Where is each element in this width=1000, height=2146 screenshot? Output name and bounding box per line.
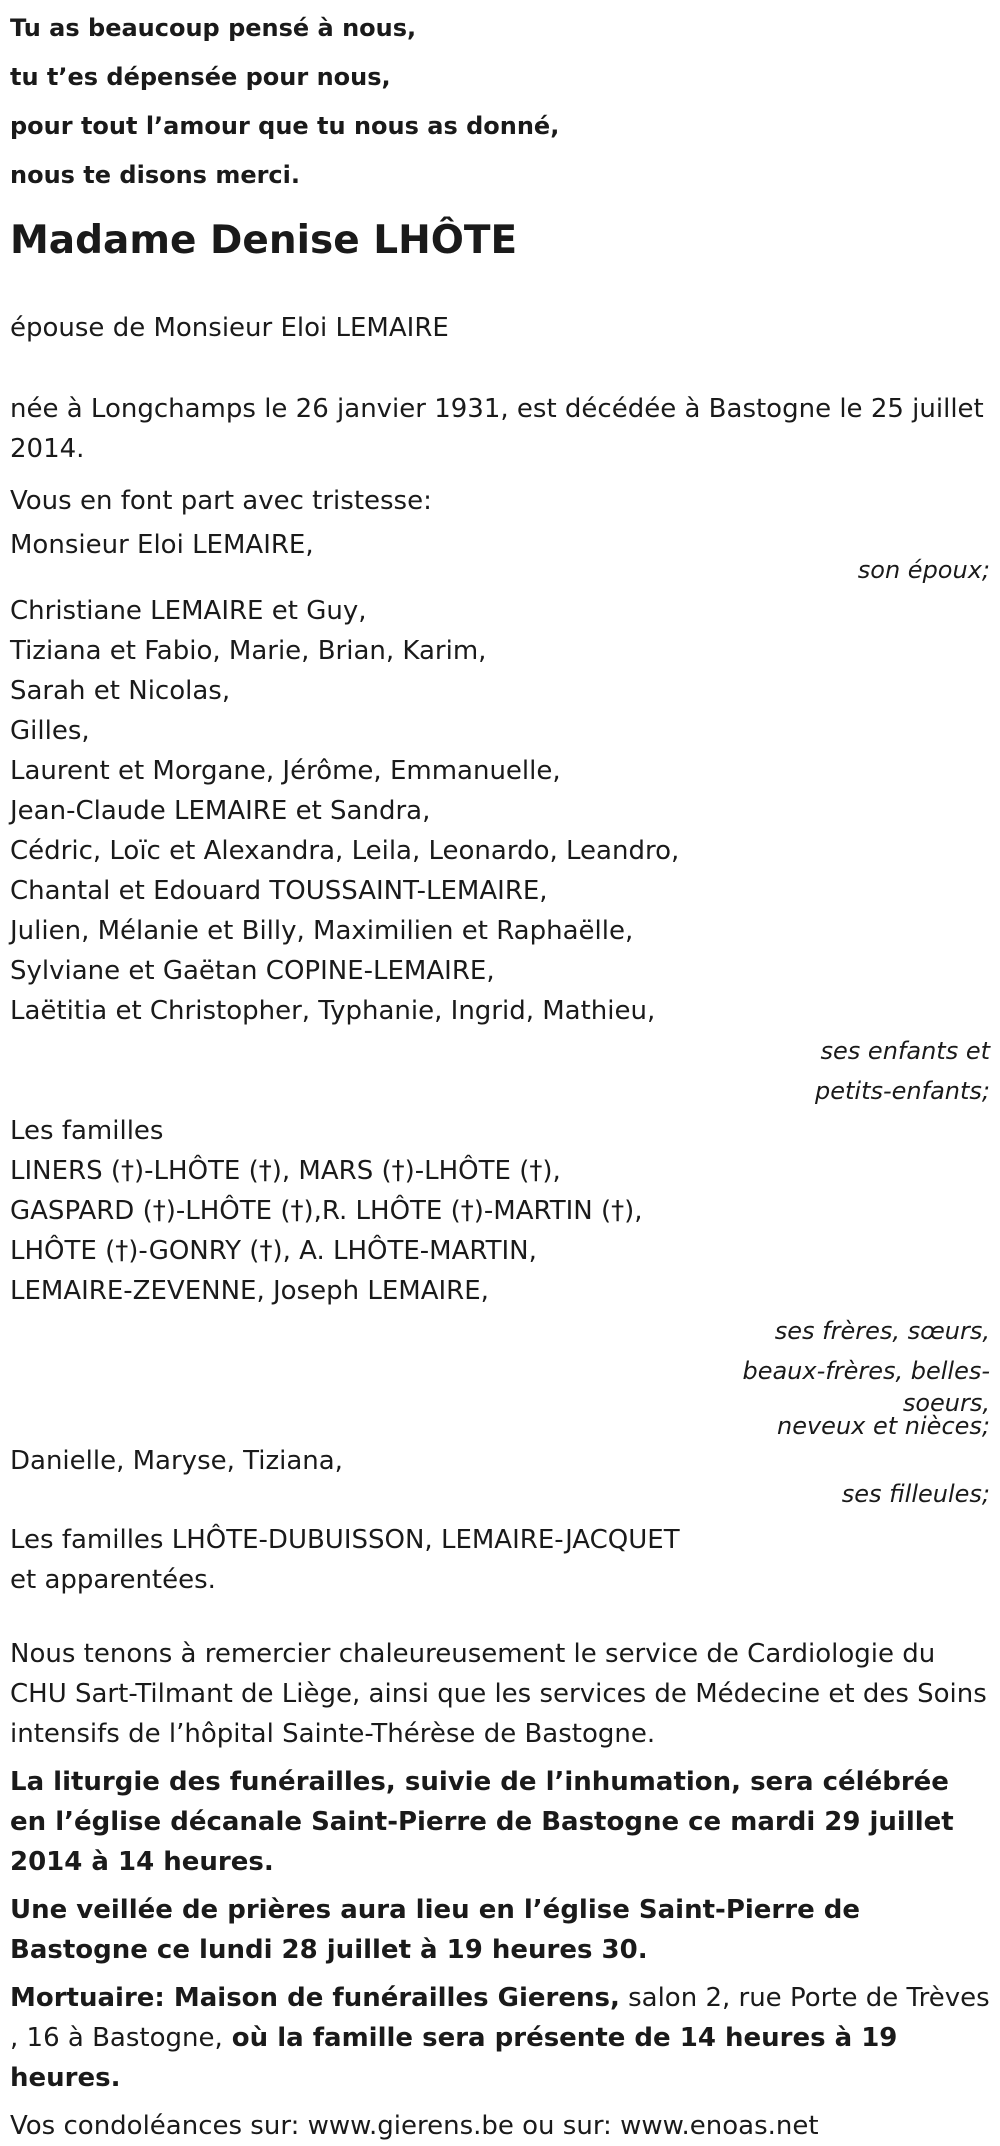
- family-line: Chantal et Edouard TOUSSAINT-LEMAIRE,: [10, 876, 548, 906]
- relation-line: ses filleules;: [841, 1480, 990, 1508]
- family-line: Julien, Mélanie et Billy, Maximilien et Raphaëlle,: [10, 916, 634, 946]
- birth-death-line: née à Longchamps le 26 janvier 1931, est décédée à Bastogne le 25 juillet 2014.: [10, 394, 984, 464]
- family-line: Jean-Claude LEMAIRE et Sandra,: [10, 796, 431, 826]
- mortuary-address: salon 2, rue Porte de Trèves , 16 à Bastogne,: [10, 1983, 990, 2053]
- relation-label: [10, 1477, 990, 1512]
- family-line: Monsieur Eloi LEMAIRE,: [10, 530, 314, 560]
- family-line: Sarah et Nicolas,: [10, 676, 231, 706]
- family-line: Cédric, Loïc et Alexandra, Leila, Leonardo, Leandro,: [10, 836, 680, 866]
- family-line: Les familles: [10, 1116, 164, 1146]
- mortuary-label: Mortuaire: Maison de funérailles Gierens,: [10, 1983, 620, 2013]
- vigil-paragraph: Une veillée de prières aura lieu en l’église Saint-Pierre de Bastogne ce lundi 28 juillet à 19 heures 30.: [10, 1895, 861, 1965]
- deceased-name: Madame Denise LHÔTE: [10, 218, 518, 263]
- family-line: Laëtitia et Christopher, Typhanie, Ingrid, Mathieu,: [10, 996, 656, 1026]
- family-line: Christiane LEMAIRE et Guy,: [10, 596, 367, 626]
- family-line: Tiziana et Fabio, Marie, Brian, Karim,: [10, 636, 487, 666]
- relation-line: ses enfants et: [820, 1037, 990, 1065]
- relation-line: neveux et nièces;: [777, 1412, 990, 1440]
- poem: [10, 4, 990, 200]
- family-line: Laurent et Morgane, Jérôme, Emmanuelle,: [10, 756, 561, 786]
- relation-line: petits-enfants;: [815, 1077, 990, 1105]
- family-line: Sylviane et Gaëtan COPINE-LEMAIRE,: [10, 956, 495, 986]
- poem-line: pour tout l’amour que tu nous as donné,: [10, 112, 560, 140]
- funeral-paragraph: La liturgie des funérailles, suivie de l’inhumation, sera célébrée en l’église décanale Saint-Pierre de Bastogne ce mardi 29 juillet 2014 à 14 heures.: [10, 1767, 954, 1877]
- family-line: Danielle, Maryse, Tiziana,: [10, 1446, 343, 1476]
- family-line: Gilles,: [10, 716, 90, 746]
- poem-line: nous te disons merci.: [10, 161, 301, 189]
- family-line: et apparentées.: [10, 1565, 216, 1595]
- relation-line: soeurs,: [902, 1389, 990, 1417]
- relation-label: [10, 1311, 990, 1440]
- family-group-siblings: [10, 1111, 990, 1440]
- relation-label: [10, 1031, 990, 1111]
- relation-line: ses frères, sœurs,: [774, 1317, 990, 1345]
- thanks-paragraph: Nous tenons à remercier chaleureusement le service de Cardiologie du CHU Sart-Tilmant de Liège, ainsi que les services de Médecine et des Soins intensifs de l’hôpital Sainte-Thérèse de Bastogne.: [10, 1639, 987, 1749]
- obituary-page: [0, 4, 1000, 2141]
- poem-line: tu t’es dépensée pour nous,: [10, 63, 391, 91]
- relation-line: son époux;: [857, 556, 990, 584]
- family-line: LEMAIRE-ZEVENNE, Joseph LEMAIRE,: [10, 1276, 489, 1306]
- mortuary-paragraph: [10, 1978, 990, 2098]
- poem-line: Tu as beaucoup pensé à nous,: [10, 14, 417, 42]
- family-line: Les familles LHÔTE-DUBUISSON, LEMAIRE-JACQUET: [10, 1525, 680, 1555]
- family-line: LHÔTE (†)-GONRY (†), A. LHÔTE-MARTIN,: [10, 1236, 537, 1266]
- intro-line: Vous en font part avec tristesse:: [10, 486, 432, 516]
- mortuary-presence: où la famille sera présente de 14 heures à 19 heures.: [10, 2023, 898, 2093]
- family-group-spouse: [10, 525, 990, 588]
- family-line: LINERS (†)-LHÔTE (†), MARS (†)-LHÔTE (†),: [10, 1156, 561, 1186]
- condolences-line: Vos condoléances sur: www.gierens.be ou sur: www.enoas.net: [10, 2111, 819, 2141]
- relation-line: beaux-frères, belles-: [742, 1357, 990, 1385]
- spouse-line: épouse de Monsieur Eloi LEMAIRE: [10, 313, 449, 343]
- family-group-children: [10, 591, 990, 1111]
- family-group-relatives: [10, 1520, 990, 1600]
- family-group-goddaughters: [10, 1441, 990, 1512]
- family-line: GASPARD (†)-LHÔTE (†),R. LHÔTE (†)-MARTIN (†),: [10, 1196, 643, 1226]
